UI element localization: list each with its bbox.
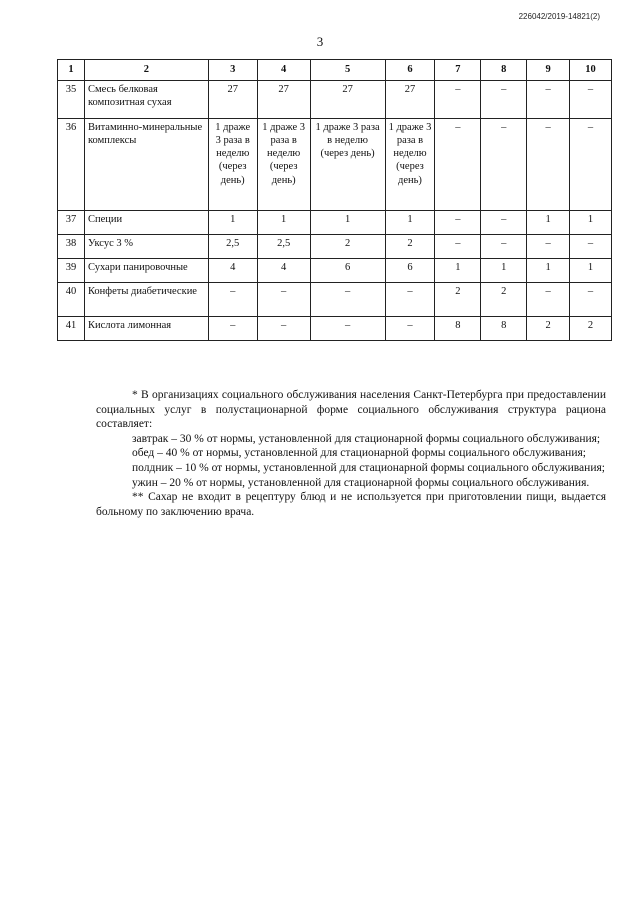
value-cell: 1 драже 3 раза в неделю (через день) <box>257 119 310 211</box>
value-cell: – <box>527 81 570 119</box>
table-row <box>58 81 612 119</box>
value-cell: 27 <box>310 81 385 119</box>
value-cell: 2 <box>527 317 570 341</box>
value-cell: – <box>481 119 527 211</box>
value-cell: – <box>385 317 435 341</box>
value-cell: – <box>527 283 570 317</box>
value-cell: 8 <box>481 317 527 341</box>
product-name-cell: Смесь белковая композитная сухая <box>84 81 208 119</box>
header-cell: 6 <box>385 60 435 81</box>
value-cell: 2 <box>435 283 481 317</box>
header-cell: 7 <box>435 60 481 81</box>
table-row <box>58 259 612 283</box>
value-cell: 6 <box>385 259 435 283</box>
product-name-cell: Специи <box>84 211 208 235</box>
table-row <box>58 317 612 341</box>
value-cell: 1 <box>570 211 612 235</box>
row-number-cell: 35 <box>58 81 85 119</box>
value-cell: – <box>570 235 612 259</box>
product-name-cell: Уксус 3 % <box>84 235 208 259</box>
note-breakfast: завтрак – 30 % от нормы, установленной для стационарной формы социального обслуживания; <box>132 432 601 445</box>
value-cell: 1 <box>570 259 612 283</box>
note-intro: * В организациях социального обслуживания населения Санкт-Петербурга при предоставлении социальных услуг в полустационарной форме социального обслуживания структура рациона составляет: <box>96 389 606 431</box>
header-cell: 8 <box>481 60 527 81</box>
value-cell: 1 драже 3 раза в неделю (через день) <box>385 119 435 211</box>
value-cell: – <box>481 81 527 119</box>
note-dinner: ужин – 20 % от нормы, установленной для стационарной формы социального обслуживания. <box>132 476 590 489</box>
product-name-cell: Кислота лимонная <box>84 317 208 341</box>
table-header-row <box>58 60 612 81</box>
ration-table <box>57 59 612 341</box>
value-cell: – <box>481 211 527 235</box>
value-cell: 2 <box>310 235 385 259</box>
value-cell: 1 <box>385 211 435 235</box>
value-cell: 1 <box>257 211 310 235</box>
value-cell: – <box>570 81 612 119</box>
value-cell: 1 драже 3 раза в неделю (через день) <box>310 119 385 211</box>
note-sugar: ** Сахар не входит в рецептуру блюд и не используется при приготовлении пищи, выдается больному по заключению врача. <box>96 491 606 518</box>
value-cell: 2,5 <box>208 235 257 259</box>
value-cell: 27 <box>385 81 435 119</box>
page-number: 3 <box>316 34 324 49</box>
value-cell: 2,5 <box>257 235 310 259</box>
value-cell: 2 <box>385 235 435 259</box>
header-cell: 2 <box>84 60 208 81</box>
value-cell: – <box>435 119 481 211</box>
note-lunch: обед – 40 % от нормы, установленной для стационарной формы социального обслуживания; <box>132 447 586 460</box>
table-row <box>58 211 612 235</box>
value-cell: – <box>435 211 481 235</box>
value-cell: – <box>208 317 257 341</box>
value-cell: – <box>310 317 385 341</box>
product-name-cell: Конфеты диабетические <box>84 283 208 317</box>
value-cell: – <box>570 283 612 317</box>
value-cell: – <box>435 235 481 259</box>
value-cell: 27 <box>208 81 257 119</box>
value-cell: – <box>385 283 435 317</box>
header-cell: 3 <box>208 60 257 81</box>
table-row <box>58 235 612 259</box>
value-cell: 1 <box>481 259 527 283</box>
row-number-cell: 38 <box>58 235 85 259</box>
value-cell: 1 <box>527 211 570 235</box>
value-cell: 1 <box>310 211 385 235</box>
value-cell: 8 <box>435 317 481 341</box>
value-cell: 2 <box>481 283 527 317</box>
document-id: 226042/2019-14821(2) <box>518 12 600 21</box>
value-cell: 1 <box>208 211 257 235</box>
value-cell: – <box>257 283 310 317</box>
value-cell: – <box>435 81 481 119</box>
value-cell: 1 <box>435 259 481 283</box>
table-row <box>58 119 612 211</box>
row-number-cell: 36 <box>58 119 85 211</box>
value-cell: 4 <box>208 259 257 283</box>
value-cell: – <box>208 283 257 317</box>
value-cell: 2 <box>570 317 612 341</box>
value-cell: 27 <box>257 81 310 119</box>
value-cell: – <box>570 119 612 211</box>
product-name-cell: Сухари панировочные <box>84 259 208 283</box>
value-cell: 6 <box>310 259 385 283</box>
value-cell: – <box>310 283 385 317</box>
note-snack: полдник – 10 % от нормы, установленной для стационарной формы социального обслуживания; <box>132 461 605 474</box>
value-cell: 4 <box>257 259 310 283</box>
row-number-cell: 40 <box>58 283 85 317</box>
value-cell: 1 <box>527 259 570 283</box>
header-cell: 9 <box>527 60 570 81</box>
value-cell: 1 драже 3 раза в неделю (через день) <box>208 119 257 211</box>
header-cell: 4 <box>257 60 310 81</box>
product-name-cell: Витаминно-минеральные комплексы <box>84 119 208 211</box>
header-cell: 10 <box>570 60 612 81</box>
footnotes <box>96 388 606 519</box>
row-number-cell: 37 <box>58 211 85 235</box>
row-number-cell: 39 <box>58 259 85 283</box>
value-cell: – <box>527 235 570 259</box>
header-cell: 5 <box>310 60 385 81</box>
value-cell: – <box>481 235 527 259</box>
header-cell: 1 <box>58 60 85 81</box>
value-cell: – <box>257 317 310 341</box>
value-cell: – <box>527 119 570 211</box>
table-row <box>58 283 612 317</box>
row-number-cell: 41 <box>58 317 85 341</box>
